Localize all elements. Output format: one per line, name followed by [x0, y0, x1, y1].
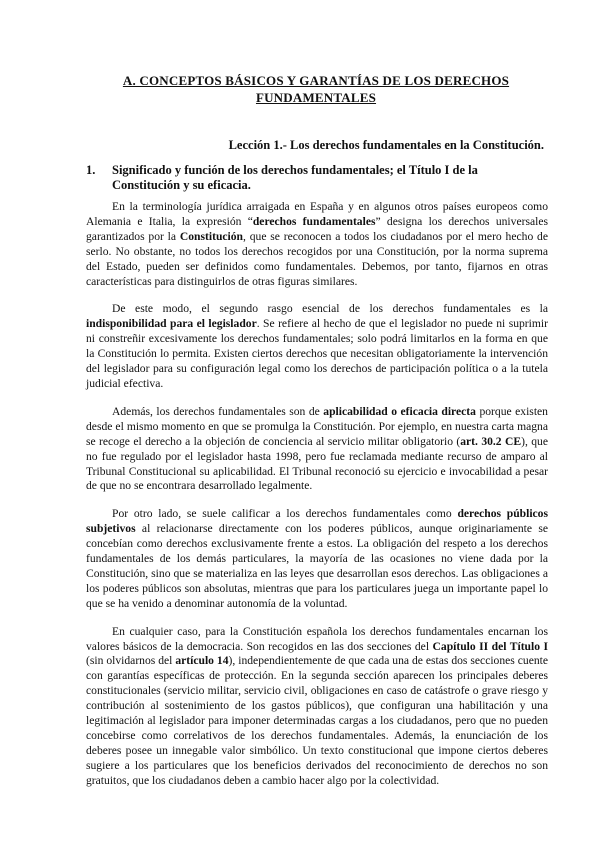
section-heading [86, 163, 548, 193]
paragraph-2 [86, 302, 548, 391]
paragraph-1 [86, 200, 548, 289]
bold-term: artículo 14 [175, 654, 229, 668]
bold-term: derechos fundamentales [252, 214, 376, 228]
text-run: En cualquier caso, para la Constitución española los derechos fundamentales encarnan los valores básicos de la democracia. Son recogidos en las dos secciones del [86, 624, 548, 653]
section-heading-text: Significado y función de los derechos fundamentales; el Título I de la Constitución y su eficacia. [112, 163, 478, 192]
text-run: porque existen desde el mismo momento en que se promulga la Constitución. Por ejemplo, en nuestra carta magna se recoge el derecho a la objeción de conciencia al servicio militar obligatorio ( [86, 404, 548, 448]
section-number: 1. [86, 163, 96, 177]
bold-term: derechos públicos subjetivos [86, 507, 548, 536]
text-run: . Se refiere al hecho de que el legislador no puede ni suprimir ni constreñir excesivamente los derechos fundamentales; solo podrá limitarlos en la forma en que la Constitución lo permita. Existen ciertos derechos que necesitan obligatoriamente la intervención del legislador para su configuración legal como los derechos de participación política o a la tutela judicial efectiva. [86, 317, 548, 390]
bold-term: aplicabilidad o eficacia directa [323, 404, 476, 418]
document-body [86, 200, 548, 802]
paragraph-3 [86, 405, 548, 494]
bold-term: art. 30.2 CE [460, 434, 522, 448]
bold-term: Capítulo II del Título I [432, 639, 549, 653]
text-run: De este modo, el segundo rasgo esencial de los derechos fundamentales es la [112, 302, 548, 316]
text-run: Además, los derechos fundamentales son de [112, 404, 324, 418]
lesson-heading: Lección 1.- Los derechos fundamentales en la Constitución. [228, 138, 544, 152]
paragraph-4 [86, 507, 548, 611]
text-run: Por otro lado, se suele calificar a los derechos fundamentales como [112, 507, 458, 521]
text-run: (sin olvidarnos del [86, 654, 176, 668]
bold-term: Constitución [179, 229, 244, 243]
text-run: ), independientemente de que cada una de estas dos secciones cuente con garantías específicas de protección. En la segunda sección aparecen los principales deberes constitucionales (servicio militar, servicio civil, obligaciones en caso de catástrofe o grave riesgo y contribución al sostenimiento de los gastos públicos), que configuran una habilitación y una legitimación al legislador para imponer determinadas cargas a los ciudadanos, pero que no pueden concebirse como correlativos de los derechos fundamentales. Además, la enunciación de los deberes posee un innegable valor simbólico. Un texto constitucional que impone ciertos deberes sugiere a los particulares que los beneficios derivados del reconocimiento de derechos no son gratuitos, que los ciudadanos deben a cambio hacer algo por la colectividad. [86, 654, 549, 787]
document-title: A. CONCEPTOS BÁSICOS Y GARANTÍAS DE LOS DERECHOS FUNDAMENTALES [122, 73, 510, 105]
paragraph-5 [86, 625, 548, 789]
text-run: ), que no fue regulado por el legislador hasta 1998, pero fue reclamada mediante recurso de amparo al Tribunal Constitucional su aplicabilidad. El Tribunal reconoció su ejercicio e invocabilidad a pesar de que no se encontrara desarrollado legalmente. [86, 434, 548, 493]
text-run: En la terminología jurídica arraigada en España y en algunos otros países europeos como Alemania e Italia, la expresión “ [86, 200, 548, 228]
bold-term: indisponibilidad para el legislador [86, 317, 257, 331]
text-run: al relacionarse directamente con los poderes públicos, aunque originariamente se concebían como derechos exclusivamente frente a estos. La obligación del respeto a los derechos fundamentales de los demás particulares, la mayoría de las ocasiones no viene dada por la Constitución, sino que se materializa en las leyes que desarrollan esos derechos. Las obligaciones a los poderes públicos son absolutas, mientras que para los particulares juega un importante papel lo que se ha venido a denominar autonomía de la voluntad. [86, 522, 548, 610]
text-run: , que se reconocen a todos los ciudadanos por el mero hecho de serlo. No obstante, no todos los derechos recogidos por una Constitución, por la norma suprema del Estado, pueden ser definidos como fundamentales. Debemos, por tanto, fijarnos en otras características para distinguirlos de otras figuras similares. [86, 229, 548, 288]
text-run: ” designa los derechos universales garantizados por la [86, 214, 548, 243]
